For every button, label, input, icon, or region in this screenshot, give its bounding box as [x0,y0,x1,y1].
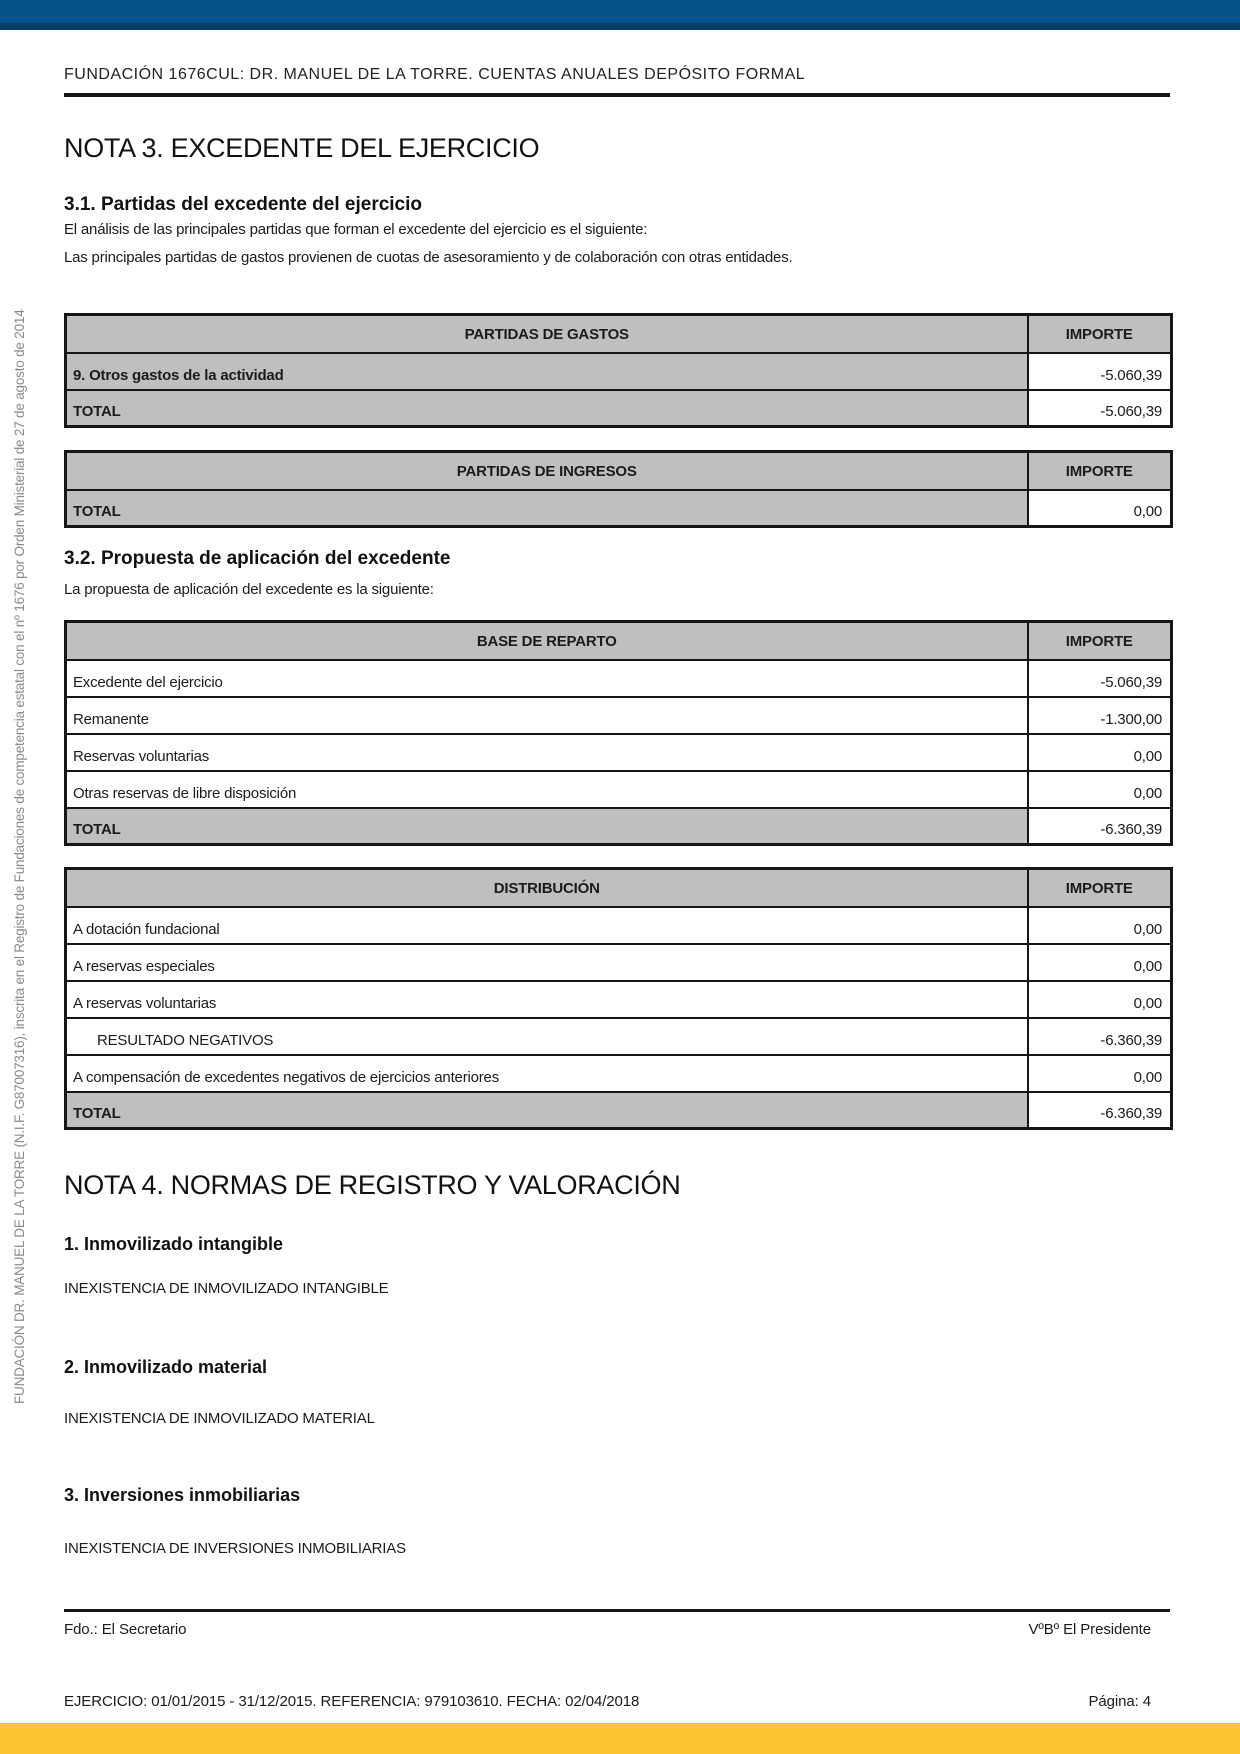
row-value: 0,00 [1028,771,1172,808]
column-header-importe: IMPORTE [1028,869,1172,907]
row-value: 0,00 [1028,490,1172,527]
section-3-2-title: 3.2. Propuesta de aplicación del excedente [64,548,451,569]
table-distribucion [64,867,1170,1130]
table-row [66,1055,1172,1092]
row-label: Reservas voluntarias [66,734,1028,771]
column-header-label: PARTIDAS DE INGRESOS [66,452,1028,490]
row-value: -6.360,39 [1028,1092,1172,1129]
section-3-1-paragraph-2: Las principales partidas de gastos provienen de cuotas de asesoramiento y de colaboración con otras entidades. [64,249,793,266]
table-header-row [66,622,1172,660]
row-value: 0,00 [1028,734,1172,771]
nota4-section-1-body: INEXISTENCIA DE INMOVILIZADO INTANGIBLE [64,1280,389,1297]
nota4-section-3-body: INEXISTENCIA DE INVERSIONES INMOBILIARIAS [64,1540,406,1557]
column-header-label: DISTRIBUCIÓN [66,869,1028,907]
table-partidas-de-gastos [64,313,1170,428]
column-header-importe: IMPORTE [1028,622,1172,660]
nota4-section-2-title: 2. Inmovilizado material [64,1357,268,1377]
exercise-reference-date: EJERCICIO: 01/01/2015 - 31/12/2015. REFERENCIA: 979103610. FECHA: 02/04/2018 [64,1693,640,1710]
row-label: TOTAL [66,390,1028,427]
row-value: -5.060,39 [1028,353,1172,390]
row-label: TOTAL [66,808,1028,845]
row-value: 0,00 [1028,981,1172,1018]
header-rule [64,93,1170,97]
signature-president: VºBº El Presidente [1028,1621,1151,1638]
row-label: A reservas voluntarias [66,981,1028,1018]
row-value: 0,00 [1028,1055,1172,1092]
table-row [66,907,1172,944]
table-base-de-reparto [64,620,1173,846]
row-label: RESULTADO NEGATIVOS [66,1018,1028,1055]
signature-row [64,1621,1151,1638]
sidebar-vertical-text: FUNDACIÓN DR. MANUEL DE LA TORRE (N.I.F. G87007316), inscrita en el Registro de Fundaciones de competencia estatal con el nº 1676 por Orden Ministerial de 27 de agosto de 2014 [12,309,27,1404]
row-value: -5.060,39 [1028,390,1172,427]
table-row [66,1092,1172,1129]
column-header-label: PARTIDAS DE GASTOS [66,315,1028,353]
table-row [66,771,1172,808]
row-value: -6.360,39 [1028,808,1172,845]
row-value: -1.300,00 [1028,697,1172,734]
table-row [66,697,1172,734]
signature-secretary: Fdo.: El Secretario [64,1621,187,1638]
table-base-de-reparto [64,620,1170,846]
table-row [66,490,1172,527]
footer-rule [64,1609,1170,1612]
table-header-row [66,869,1172,907]
row-label: A reservas especiales [66,944,1028,981]
page-number: Página: 4 [1088,1693,1151,1710]
row-value: 0,00 [1028,907,1172,944]
table-partidas-de-ingresos [64,450,1170,528]
table-row [66,1018,1172,1055]
table-row [66,944,1172,981]
table-partidas-de-ingresos [64,450,1173,528]
row-label: TOTAL [66,490,1028,527]
nota4-section-1-title: 1. Inmovilizado intangible [64,1234,284,1254]
row-value: -5.060,39 [1028,660,1172,697]
column-header-importe: IMPORTE [1028,452,1172,490]
section-3-2-paragraph-1: La propuesta de aplicación del excedente es la siguiente: [64,581,434,598]
nota3-title: NOTA 3. EXCEDENTE DEL EJERCICIO [64,133,540,163]
row-label: A compensación de excedentes negativos de ejercicios anteriores [66,1055,1028,1092]
table-row [66,353,1172,390]
document-header-title: FUNDACIÓN 1676CUL: DR. MANUEL DE LA TORRE. CUENTAS ANUALES DEPÓSITO FORMAL [64,66,806,83]
column-header-label: BASE DE REPARTO [66,622,1028,660]
table-partidas-de-gastos [64,313,1173,428]
top-blue-bar [0,0,1240,30]
nota4-section-2-body: INEXISTENCIA DE INMOVILIZADO MATERIAL [64,1410,375,1427]
table-row [66,981,1172,1018]
table-row [66,808,1172,845]
table-row [66,390,1172,427]
section-3-1-title: 3.1. Partidas del excedente del ejercicio [64,194,423,215]
section-3-1-paragraph-1: El análisis de las principales partidas que forman el excedente del ejercicio es el siguiente: [64,221,648,238]
nota4-title: NOTA 4. NORMAS DE REGISTRO Y VALORACIÓN [64,1170,681,1200]
table-header-row [66,452,1172,490]
document-meta-row [64,1693,1151,1710]
column-header-importe: IMPORTE [1028,315,1172,353]
row-label: Remanente [66,697,1028,734]
table-row [66,734,1172,771]
row-label: Excedente del ejercicio [66,660,1028,697]
table-distribucion [64,867,1173,1130]
row-label: Otras reservas de libre disposición [66,771,1028,808]
row-value: 0,00 [1028,944,1172,981]
bottom-yellow-bar [0,1723,1240,1754]
row-label: A dotación fundacional [66,907,1028,944]
row-label: TOTAL [66,1092,1028,1129]
row-value: -6.360,39 [1028,1018,1172,1055]
row-label: 9. Otros gastos de la actividad [66,353,1028,390]
nota4-section-3-title: 3. Inversiones inmobiliarias [64,1485,301,1505]
table-header-row [66,315,1172,353]
table-row [66,660,1172,697]
